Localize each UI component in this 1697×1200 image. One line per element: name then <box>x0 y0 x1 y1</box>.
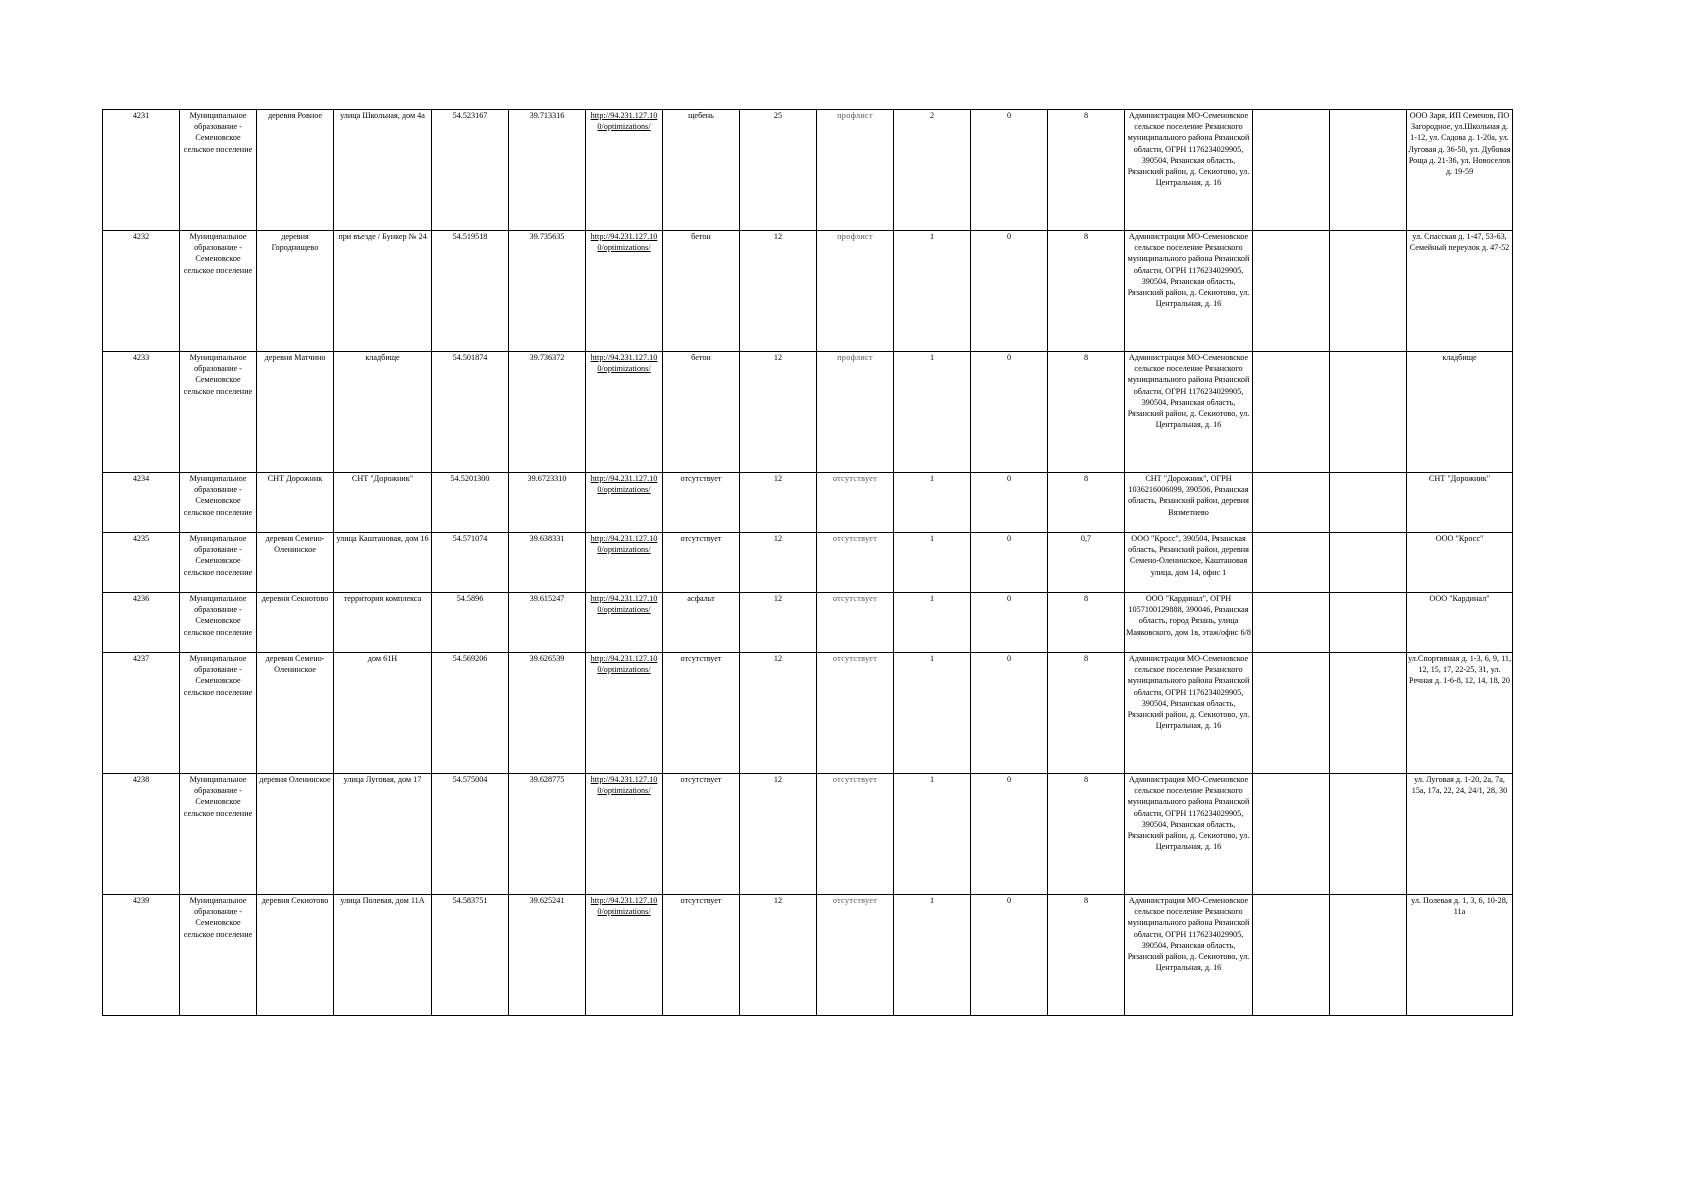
table-row <box>103 473 1513 533</box>
volume-cell: 8 <box>1048 774 1125 895</box>
locality-cell: деревня Ровное <box>257 110 334 231</box>
container-count-cell: 1 <box>894 653 971 774</box>
empty-cell <box>1253 895 1330 1016</box>
row-number-cell: 4231 <box>103 110 180 231</box>
latitude-cell: 54.569206 <box>432 653 509 774</box>
owner-cell: Администрация МО-Семеновское сельское поселение Рязанского муниципального района Рязанской области, ОГРН 1176234029905, 390504, Рязанская область, Рязанский район, д. Секиотово, ул. Центральная, д. 16 <box>1125 895 1253 1016</box>
owner-cell: Администрация МО-Семеновское сельское поселение Рязанского муниципального района Рязанской области, ОГРН 1176234029905, 390504, Рязанская область, Рязанский район, д. Секиотово, ул. Центральная, д. 16 <box>1125 231 1253 352</box>
latitude-cell: 54.519518 <box>432 231 509 352</box>
empty-cell <box>1330 231 1407 352</box>
address-cell: дом 61Н <box>334 653 432 774</box>
waste-sources-cell: ул. Спасская д. 1-47, 53-63, Семейный переулок д. 47-52 <box>1407 231 1513 352</box>
row-number-cell: 4239 <box>103 895 180 1016</box>
table-row <box>103 895 1513 1016</box>
fence-cell: отсутствует <box>817 473 894 533</box>
latitude-cell: 54.571074 <box>432 533 509 593</box>
longitude-cell: 39.638331 <box>509 533 586 593</box>
row-number-cell: 4238 <box>103 774 180 895</box>
empty-cell <box>1330 895 1407 1016</box>
locality-cell: деревня Семено-Оленинское <box>257 533 334 593</box>
empty-cell <box>1330 110 1407 231</box>
map-link[interactable]: http://94.231.127.10 0/optimizations/ <box>586 593 663 653</box>
longitude-cell: 39.625241 <box>509 895 586 1016</box>
waste-sources-cell: ул. Полевая д. 1, 3, 6, 10-28, 11а <box>1407 895 1513 1016</box>
empty-cell <box>1253 653 1330 774</box>
table-row <box>103 231 1513 352</box>
address-cell: территория комплекса <box>334 593 432 653</box>
area-cell: 12 <box>740 774 817 895</box>
latitude-cell: 54.501874 <box>432 352 509 473</box>
fence-cell: профлист <box>817 231 894 352</box>
address-cell: СНТ "Дорожник" <box>334 473 432 533</box>
table-row <box>103 110 1513 231</box>
waste-sources-cell: ООО "Кросс" <box>1407 533 1513 593</box>
row-number-cell: 4236 <box>103 593 180 653</box>
surface-cell: щебень <box>663 110 740 231</box>
empty-cell <box>1330 653 1407 774</box>
planned-count-cell: 0 <box>971 653 1048 774</box>
volume-cell: 8 <box>1048 653 1125 774</box>
planned-count-cell: 0 <box>971 231 1048 352</box>
fence-cell: отсутствует <box>817 653 894 774</box>
container-count-cell: 2 <box>894 110 971 231</box>
row-number-cell: 4235 <box>103 533 180 593</box>
map-link[interactable]: http://94.231.127.10 0/optimizations/ <box>586 231 663 352</box>
empty-cell <box>1330 473 1407 533</box>
volume-cell: 8 <box>1048 110 1125 231</box>
surface-cell: асфальт <box>663 593 740 653</box>
map-link[interactable]: http://94.231.127.10 0/optimizations/ <box>586 895 663 1016</box>
latitude-cell: 54.583751 <box>432 895 509 1016</box>
volume-cell: 8 <box>1048 231 1125 352</box>
planned-count-cell: 0 <box>971 473 1048 533</box>
owner-cell: Администрация МО-Семеновское сельское поселение Рязанского муниципального района Рязанской области, ОГРН 1176234029905, 390504, Рязанская область, Рязанский район, д. Секиотово, ул. Центральная, д. 16 <box>1125 352 1253 473</box>
volume-cell: 0,7 <box>1048 533 1125 593</box>
surface-cell: отсутствует <box>663 653 740 774</box>
waste-sources-cell: СНТ "Дорожник" <box>1407 473 1513 533</box>
fence-cell: отсутствует <box>817 774 894 895</box>
fence-cell: отсутствует <box>817 895 894 1016</box>
longitude-cell: 39.736372 <box>509 352 586 473</box>
row-number-cell: 4233 <box>103 352 180 473</box>
area-cell: 12 <box>740 352 817 473</box>
empty-cell <box>1253 231 1330 352</box>
planned-count-cell: 0 <box>971 895 1048 1016</box>
surface-cell: бетон <box>663 231 740 352</box>
owner-cell: Администрация МО-Семеновское сельское поселение Рязанского муниципального района Рязанской области, ОГРН 1176234029905, 390504, Рязанская область, Рязанский район, д. Секиотово, ул. Центральная, д. 16 <box>1125 110 1253 231</box>
empty-cell <box>1253 352 1330 473</box>
waste-sites-table <box>102 109 1513 1016</box>
volume-cell: 8 <box>1048 352 1125 473</box>
planned-count-cell: 0 <box>971 352 1048 473</box>
municipality-cell: Муниципальное образование - Семеновское сельское поселение <box>180 231 257 352</box>
volume-cell: 8 <box>1048 895 1125 1016</box>
fence-cell: профлист <box>817 110 894 231</box>
empty-cell <box>1253 110 1330 231</box>
municipality-cell: Муниципальное образование - Семеновское сельское поселение <box>180 352 257 473</box>
locality-cell: СНТ Дорожник <box>257 473 334 533</box>
planned-count-cell: 0 <box>971 533 1048 593</box>
address-cell: улица Каштановая, дом 16 <box>334 533 432 593</box>
volume-cell: 8 <box>1048 593 1125 653</box>
municipality-cell: Муниципальное образование - Семеновское сельское поселение <box>180 593 257 653</box>
empty-cell <box>1330 774 1407 895</box>
empty-cell <box>1330 533 1407 593</box>
latitude-cell: 54.575004 <box>432 774 509 895</box>
longitude-cell: 39.6723310 <box>509 473 586 533</box>
waste-sources-cell: ул. Луговая д. 1-20, 2а, 7а, 15а, 17а, 22, 24, 24/1, 28, 30 <box>1407 774 1513 895</box>
row-number-cell: 4232 <box>103 231 180 352</box>
area-cell: 12 <box>740 533 817 593</box>
locality-cell: деревня Секиотово <box>257 593 334 653</box>
surface-cell: отсутствует <box>663 473 740 533</box>
planned-count-cell: 0 <box>971 593 1048 653</box>
map-link[interactable]: http://94.231.127.10 0/optimizations/ <box>586 533 663 593</box>
longitude-cell: 39.615247 <box>509 593 586 653</box>
address-cell: улица Школьная, дом 4а <box>334 110 432 231</box>
area-cell: 25 <box>740 110 817 231</box>
owner-cell: Администрация МО-Семеновское сельское поселение Рязанского муниципального района Рязанской области, ОГРН 1176234029905, 390504, Рязанская область, Рязанский район, д. Секиотово, ул. Центральная, д. 16 <box>1125 653 1253 774</box>
address-cell: при въезде / Бункер № 24 <box>334 231 432 352</box>
row-number-cell: 4234 <box>103 473 180 533</box>
locality-cell: деревня Семено-Оленинское <box>257 653 334 774</box>
table-row <box>103 653 1513 774</box>
empty-cell <box>1253 593 1330 653</box>
map-link[interactable]: http://94.231.127.10 0/optimizations/ <box>586 653 663 774</box>
volume-cell: 8 <box>1048 473 1125 533</box>
table-row <box>103 593 1513 653</box>
municipality-cell: Муниципальное образование - Семеновское сельское поселение <box>180 774 257 895</box>
empty-cell <box>1330 593 1407 653</box>
area-cell: 12 <box>740 593 817 653</box>
address-cell: кладбище <box>334 352 432 473</box>
surface-cell: бетон <box>663 352 740 473</box>
owner-cell: СНТ "Дорожник", ОГРН 1036216006099, 390506, Рязанская область, Рязанский район, деревня Вязметнево <box>1125 473 1253 533</box>
empty-cell <box>1330 352 1407 473</box>
container-count-cell: 1 <box>894 895 971 1016</box>
container-count-cell: 1 <box>894 533 971 593</box>
surface-cell: отсутствует <box>663 533 740 593</box>
container-count-cell: 1 <box>894 473 971 533</box>
municipality-cell: Муниципальное образование - Семеновское сельское поселение <box>180 533 257 593</box>
locality-cell: деревня Городнищево <box>257 231 334 352</box>
area-cell: 12 <box>740 231 817 352</box>
latitude-cell: 54.523167 <box>432 110 509 231</box>
longitude-cell: 39.713316 <box>509 110 586 231</box>
empty-cell <box>1253 473 1330 533</box>
table-row <box>103 774 1513 895</box>
row-number-cell: 4237 <box>103 653 180 774</box>
address-cell: улица Луговая, дом 17 <box>334 774 432 895</box>
municipality-cell: Муниципальное образование - Семеновское сельское поселение <box>180 473 257 533</box>
map-link[interactable]: http://94.231.127.10 0/optimizations/ <box>586 473 663 533</box>
container-count-cell: 1 <box>894 774 971 895</box>
latitude-cell: 54.5896 <box>432 593 509 653</box>
map-link[interactable]: http://94.231.127.10 0/optimizations/ <box>586 352 663 473</box>
municipality-cell: Муниципальное образование - Семеновское сельское поселение <box>180 895 257 1016</box>
container-count-cell: 1 <box>894 231 971 352</box>
planned-count-cell: 0 <box>971 774 1048 895</box>
area-cell: 12 <box>740 473 817 533</box>
municipality-cell: Муниципальное образование - Семеновское сельское поселение <box>180 653 257 774</box>
map-link[interactable]: http://94.231.127.10 0/optimizations/ <box>586 774 663 895</box>
container-count-cell: 1 <box>894 593 971 653</box>
longitude-cell: 39.628775 <box>509 774 586 895</box>
longitude-cell: 39.626539 <box>509 653 586 774</box>
area-cell: 12 <box>740 895 817 1016</box>
container-count-cell: 1 <box>894 352 971 473</box>
address-cell: улица Полевая, дом 11А <box>334 895 432 1016</box>
table-row <box>103 352 1513 473</box>
empty-cell <box>1253 533 1330 593</box>
locality-cell: деревня Оленинское <box>257 774 334 895</box>
area-cell: 12 <box>740 653 817 774</box>
surface-cell: отсутствует <box>663 774 740 895</box>
surface-cell: отсутствует <box>663 895 740 1016</box>
fence-cell: отсутствует <box>817 533 894 593</box>
latitude-cell: 54.5201300 <box>432 473 509 533</box>
waste-sources-cell: ООО Заря, ИП Семенов, ПО Загородное, ул.Школьная д. 1-12, ул. Садова д. 1-20а, ул. Луговая д. 36-50, ул. Дубовая Роща д. 21-36, ул. Новоселов д. 19-59 <box>1407 110 1513 231</box>
fence-cell: профлист <box>817 352 894 473</box>
owner-cell: Администрация МО-Семеновское сельское поселение Рязанского муниципального района Рязанской области, ОГРН 1176234029905, 390504, Рязанская область, Рязанский район, д. Секиотово, ул. Центральная, д. 16 <box>1125 774 1253 895</box>
map-link[interactable]: http://94.231.127.10 0/optimizations/ <box>586 110 663 231</box>
longitude-cell: 39.735635 <box>509 231 586 352</box>
locality-cell: деревня Секиотово <box>257 895 334 1016</box>
owner-cell: ООО "Кросс", 390504, Рязанская область, Рязанский район, деревня Семено-Оленинское, Каштановая улица, дом 14, офис 1 <box>1125 533 1253 593</box>
empty-cell <box>1253 774 1330 895</box>
waste-sources-cell: кладбище <box>1407 352 1513 473</box>
table-row <box>103 533 1513 593</box>
fence-cell: отсутствует <box>817 593 894 653</box>
waste-sources-cell: ООО "Кардинал" <box>1407 593 1513 653</box>
municipality-cell: Муниципальное образование - Семеновское сельское поселение <box>180 110 257 231</box>
owner-cell: ООО "Кардинал", ОГРН 1057100129888, 390046, Рязанская область, город Рязань, улица Маяковского, дом 1в, этаж/офис 6/8 <box>1125 593 1253 653</box>
planned-count-cell: 0 <box>971 110 1048 231</box>
locality-cell: деревня Матчино <box>257 352 334 473</box>
waste-sources-cell: ул.Спортивная д. 1-3, 6, 9, 11, 12, 15, 17, 22-25, 31, ул. Речная д. 1-6-8, 12, 14, 18, 20 <box>1407 653 1513 774</box>
